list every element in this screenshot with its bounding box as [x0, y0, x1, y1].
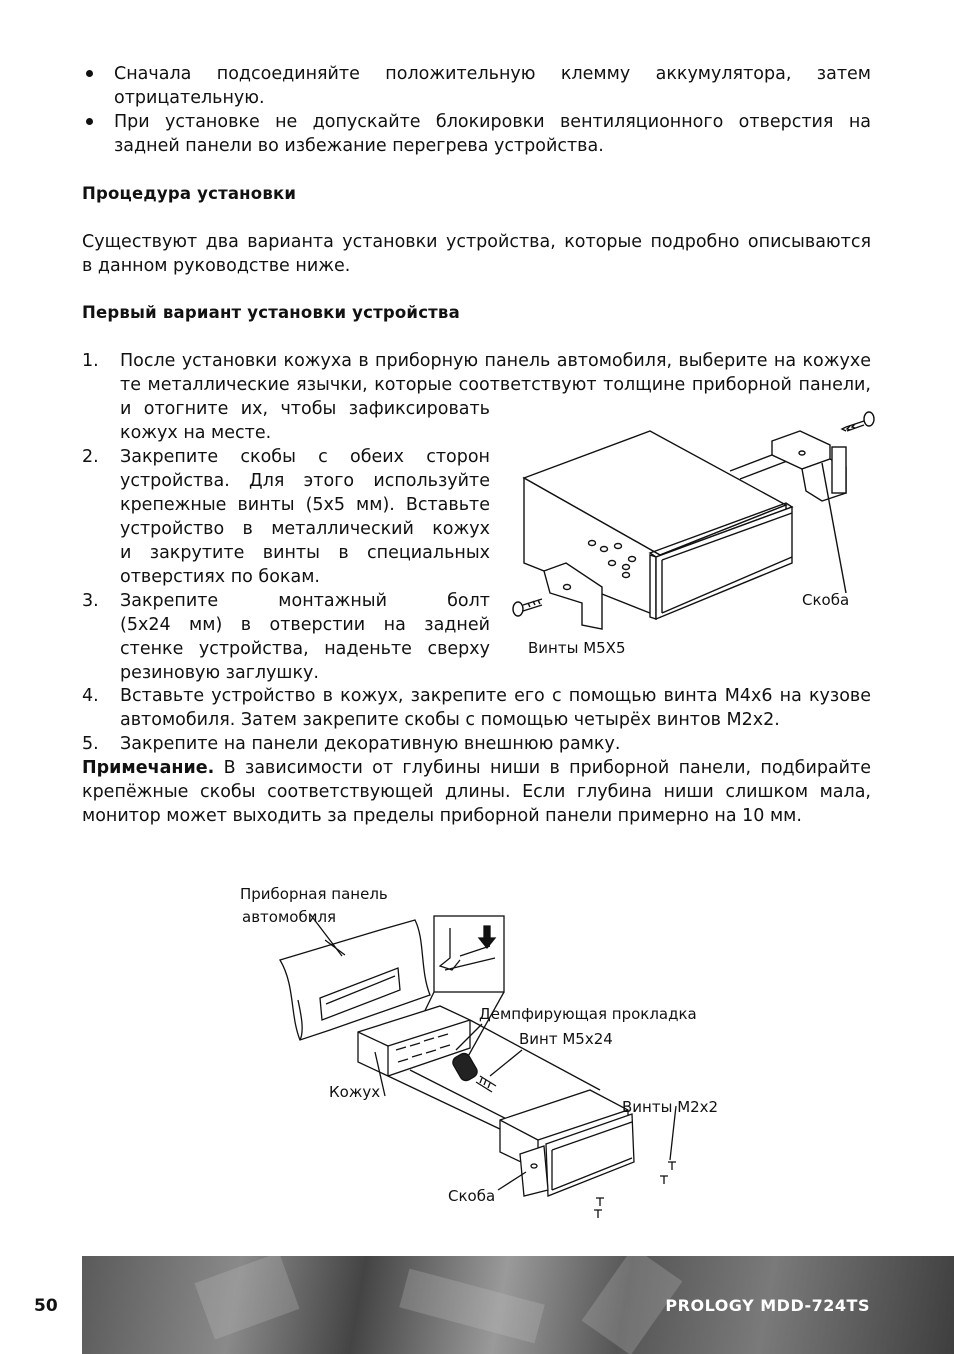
- figure-2-damper-label: Демпфирующая прокладка: [479, 1005, 697, 1023]
- figure-2-bracket-label: Скоба: [448, 1187, 496, 1205]
- figure-2-sleeve-label: Кожух: [329, 1083, 381, 1101]
- step-1-line-2: те металлические язычки, которые соответствуют толщине приборной панели,: [120, 375, 871, 395]
- step-1-number: 1.: [82, 351, 99, 371]
- section-heading-install: Процедура установки: [82, 184, 297, 203]
- figure-1-screws-label: Винты M5X5: [528, 639, 626, 657]
- bullet-dot: [86, 118, 93, 125]
- step-1-line-1: После установки кожуха в приборную панель автомобиля, выберите на кожухе: [120, 351, 871, 371]
- figure-2-panel-label-1: Приборная панель: [240, 885, 388, 903]
- step-4-number: 4.: [82, 686, 99, 706]
- note-line-3: монитор может выходить за пределы приборной панели примерно на 10 мм.: [82, 806, 802, 826]
- note-line-1: [82, 756, 871, 780]
- figure-bracket-mounting: [500, 405, 880, 675]
- step-3-line-3: стенке устройства, наденьте сверху: [120, 639, 490, 659]
- step-3-line-2: (5x24 мм) в отверстии на задней: [120, 615, 490, 635]
- bullet-dot: [86, 70, 93, 77]
- step-1-line-4: кожух на месте.: [120, 423, 272, 443]
- step-5-number: 5.: [82, 734, 99, 754]
- step-4-line-1: Вставьте устройство в кожух, закрепите его с помощью винта M4x6 на кузове: [120, 686, 871, 706]
- bullet-1-line-1: Сначала подсоединяйте положительную клемму аккумулятора, затем: [114, 64, 871, 84]
- footer-decoration: [399, 1269, 545, 1344]
- step-1-line-3: и отогните их, чтобы зафиксировать: [120, 399, 490, 419]
- figure-2-screw-label: Винт M5x24: [519, 1030, 613, 1048]
- footer-product-title: PROLOGY MDD-724TS: [665, 1296, 870, 1315]
- bullet-1-line-2: отрицательную.: [114, 88, 265, 108]
- figure-2-screws-label: Винты M2x2: [622, 1098, 719, 1116]
- step-4-line-2: автомобиля. Затем закрепите скобы с помощью четырёх винтов M2x2.: [120, 710, 780, 730]
- step-3-number: 3.: [82, 591, 99, 611]
- step-3-line-1: Закрепите монтажный болт: [120, 591, 490, 611]
- page-number: 50: [34, 1296, 58, 1316]
- step-2-line-4: устройство в металлический кожух: [120, 519, 490, 539]
- figure-2-panel-label-2: автомобиля: [242, 908, 337, 926]
- step-2-line-2: устройства. Для этого используйте: [120, 471, 490, 491]
- note-line-2: крепёжные скобы соответствующей длины. Если глубина ниши слишком мала,: [82, 782, 871, 802]
- note-text-1: В зависимости от глубины ниши в приборной панели, подбирайте: [214, 758, 871, 778]
- step-2-line-5: и закрутите винты в специальных: [120, 543, 490, 563]
- figure-dashboard-installation: [270, 900, 690, 1220]
- note-label: Примечание.: [82, 758, 215, 778]
- bullet-2-line-2: задней панели во избежание перегрева устройства.: [114, 136, 604, 156]
- figure-1-bracket-label: Скоба: [802, 591, 850, 609]
- intro-line-2: в данном руководстве ниже.: [82, 256, 351, 276]
- step-5-line-1: Закрепите на панели декоративную внешнюю рамку.: [120, 734, 621, 754]
- step-3-line-4: резиновую заглушку.: [120, 663, 319, 683]
- section-heading-first-variant: Первый вариант установки устройства: [82, 303, 460, 322]
- step-2-line-3: крепежные винты (5x5 мм). Вставьте: [120, 495, 490, 515]
- intro-line-1: Существуют два варианта установки устройства, которые подробно описываются: [82, 232, 871, 252]
- step-2-line-6: отверстиях по бокам.: [120, 567, 320, 587]
- step-2-number: 2.: [82, 447, 99, 467]
- step-2-line-1: Закрепите скобы с обеих сторон: [120, 447, 490, 467]
- bullet-2-line-1: При установке не допускайте блокировки вентиляционного отверстия на: [114, 112, 871, 132]
- footer-decoration: [194, 1256, 299, 1340]
